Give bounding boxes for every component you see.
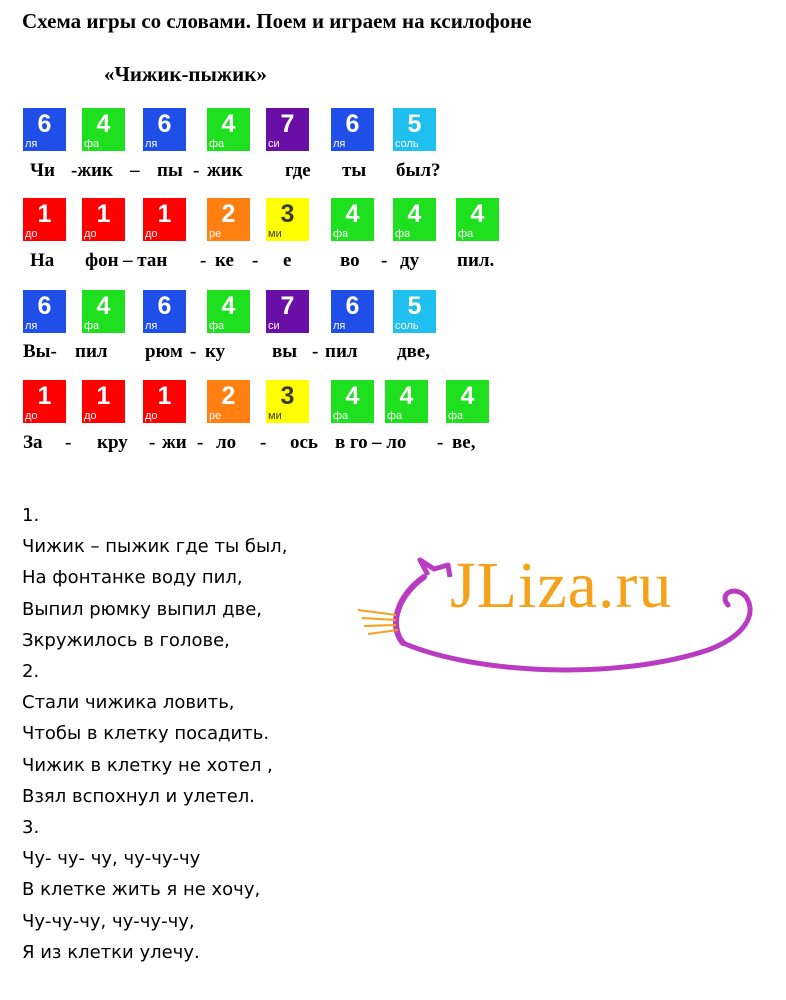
note-name: ми (268, 410, 282, 422)
note-number: 6 (37, 110, 52, 138)
note-number: 4 (460, 382, 475, 410)
lyric-syllable: – (130, 160, 140, 181)
lyric-syllable: - (149, 432, 156, 453)
note-number: 3 (280, 382, 295, 410)
note-number: 4 (399, 382, 414, 410)
note-key-1 (82, 380, 125, 423)
note-name: фа (448, 410, 464, 422)
lyric-syllable: пы (157, 160, 183, 181)
note-number: 4 (345, 200, 360, 228)
note-number: 7 (280, 292, 295, 320)
verse-line: Зкружилось в голове, (22, 629, 230, 651)
note-number: 1 (96, 200, 111, 228)
note-number: 6 (345, 292, 360, 320)
note-key-4 (82, 290, 125, 333)
note-number: 4 (407, 200, 422, 228)
verse-line: Чижик в клетку не хотел , (22, 754, 273, 776)
note-number: 2 (221, 200, 236, 228)
note-key-5 (393, 108, 436, 151)
verse-line: Чтобы в клетку посадить. (22, 723, 270, 745)
note-key-2 (207, 198, 250, 241)
lyric-syllable: пил. (457, 250, 495, 271)
page-title: Схема игры со словами. Поем и играем на ксилофоне (22, 9, 532, 33)
note-key-4 (446, 380, 489, 423)
note-name: фа (209, 320, 225, 332)
note-key-1 (23, 380, 66, 423)
note-name: фа (333, 410, 349, 422)
note-number: 6 (345, 110, 360, 138)
lyric-syllable: жи (162, 432, 187, 453)
note-name: си (268, 138, 280, 150)
lyric-syllable: рюм (145, 341, 183, 362)
lyric-syllable: - (381, 250, 388, 271)
note-name: до (25, 410, 38, 422)
lyric-syllable: ось (290, 432, 318, 453)
note-name: ре (209, 410, 222, 422)
lyric-syllable: На (30, 250, 55, 271)
note-name: фа (387, 410, 403, 422)
lyric-syllable: две, (397, 341, 431, 362)
song-title: «Чижик-пыжик» (104, 62, 267, 86)
note-key-4 (456, 198, 499, 241)
note-name: си (268, 320, 280, 332)
note-name: до (145, 228, 158, 240)
note-name: фа (84, 138, 100, 150)
note-number: 4 (345, 382, 360, 410)
lyric-syllable: ло (216, 432, 237, 453)
lyric-syllable: фон (85, 250, 119, 271)
note-number: 1 (157, 382, 172, 410)
note-number: 3 (280, 200, 295, 228)
note-number: 2 (221, 382, 236, 410)
verse-line: В клетке жить я не хочу, (22, 879, 261, 901)
lyric-syllable: - (200, 250, 207, 271)
note-number: 6 (157, 110, 172, 138)
lyric-syllable: был? (396, 160, 441, 181)
note-key-4 (331, 380, 374, 423)
note-number: 1 (96, 382, 111, 410)
verse-line: 1. (22, 505, 40, 526)
note-number: 5 (407, 110, 422, 138)
note-number: 1 (37, 200, 52, 228)
lyric-syllable: вы (272, 341, 298, 362)
lyric-syllable: – ло (372, 432, 407, 453)
note-key-3 (266, 380, 309, 423)
verse-line: Чижик – пыжик где ты был, (22, 536, 288, 558)
note-number: 4 (221, 110, 236, 138)
lyric-syllable: ду (400, 250, 420, 271)
lyric-syllable: е (283, 250, 292, 271)
note-number: 5 (407, 292, 422, 320)
lyric-syllable: - (252, 250, 259, 271)
note-key-4 (207, 108, 250, 151)
note-key-6 (23, 108, 66, 151)
note-number: 6 (157, 292, 172, 320)
lyric-syllable: - (193, 160, 200, 181)
lyric-syllable: ке (215, 250, 234, 271)
lyric-syllable: - (190, 341, 197, 362)
note-name: ля (25, 320, 38, 332)
lyric-syllable: пил (75, 341, 108, 362)
lyric-syllable: Вы- (23, 341, 57, 362)
note-key-3 (266, 198, 309, 241)
note-key-1 (82, 198, 125, 241)
note-key-1 (143, 198, 186, 241)
verse-line: Стали чижика ловить, (22, 692, 235, 714)
logo-text: JLiza.ru (450, 549, 673, 622)
lyric-syllable: в го (335, 432, 368, 453)
lyric-syllable: ты (342, 160, 367, 181)
verse-line: Взял вспохнул и улетел. (22, 785, 255, 807)
note-key-4 (207, 290, 250, 333)
note-key-6 (331, 108, 374, 151)
lyric-syllable: - (312, 341, 319, 362)
note-key-7 (266, 108, 309, 151)
lyric-syllable: - (437, 432, 444, 453)
note-name: ми (268, 228, 282, 240)
verse-line: 3. (22, 817, 40, 838)
note-key-6 (143, 108, 186, 151)
note-key-1 (23, 198, 66, 241)
note-key-6 (331, 290, 374, 333)
note-key-4 (385, 380, 428, 423)
note-name: фа (458, 228, 474, 240)
verse-line: На фонтанке воду пил, (22, 567, 243, 589)
note-key-4 (82, 108, 125, 151)
lyric-syllable: - (65, 432, 72, 453)
note-key-5 (393, 290, 436, 333)
note-key-4 (393, 198, 436, 241)
note-name: до (25, 228, 38, 240)
note-number: 7 (280, 110, 295, 138)
note-name: соль (395, 320, 419, 332)
note-number: 4 (470, 200, 485, 228)
verse-line: Чу-чу-чу, чу-чу-чу, (22, 910, 195, 932)
note-name: ля (333, 138, 346, 150)
note-key-7 (266, 290, 309, 333)
note-number: 4 (221, 292, 236, 320)
verse-line: Я из клетки улечу. (22, 941, 200, 963)
note-name: до (84, 410, 97, 422)
note-name: соль (395, 138, 419, 150)
note-key-1 (143, 380, 186, 423)
note-number: 4 (96, 292, 111, 320)
note-name: ля (145, 138, 158, 150)
note-key-2 (207, 380, 250, 423)
verse-line: 2. (22, 661, 40, 682)
lyric-syllable: ку (205, 341, 226, 362)
note-name: до (145, 410, 158, 422)
verse-line: Выпил рюмку выпил две, (22, 598, 263, 620)
lyric-syllable: пил (325, 341, 358, 362)
lyric-syllable: где (285, 160, 311, 181)
lyric-syllable: - (197, 432, 204, 453)
note-name: ля (145, 320, 158, 332)
note-number: 4 (96, 110, 111, 138)
note-number: 6 (37, 292, 52, 320)
lyric-syllable: За (23, 432, 43, 453)
lyric-syllable: -жик (71, 160, 113, 181)
note-name: ля (25, 138, 38, 150)
note-name: до (84, 228, 97, 240)
note-name: фа (209, 138, 225, 150)
note-key-4 (331, 198, 374, 241)
note-name: фа (333, 228, 349, 240)
note-number: 1 (37, 382, 52, 410)
lyric-syllable: кру (97, 432, 128, 453)
lyric-syllable: во (340, 250, 360, 271)
lyric-syllable: - (260, 432, 267, 453)
note-name: ля (333, 320, 346, 332)
note-name: ре (209, 228, 222, 240)
lyric-syllable: Чи (30, 160, 55, 181)
verse-line: Чу- чу- чу, чу-чу-чу (22, 848, 201, 870)
lyric-syllable: ве, (452, 432, 476, 453)
note-key-6 (23, 290, 66, 333)
note-number: 1 (157, 200, 172, 228)
lyric-syllable: – тан (123, 250, 168, 271)
note-name: фа (395, 228, 411, 240)
lyric-syllable: жик (207, 160, 243, 181)
note-key-6 (143, 290, 186, 333)
note-name: фа (84, 320, 100, 332)
